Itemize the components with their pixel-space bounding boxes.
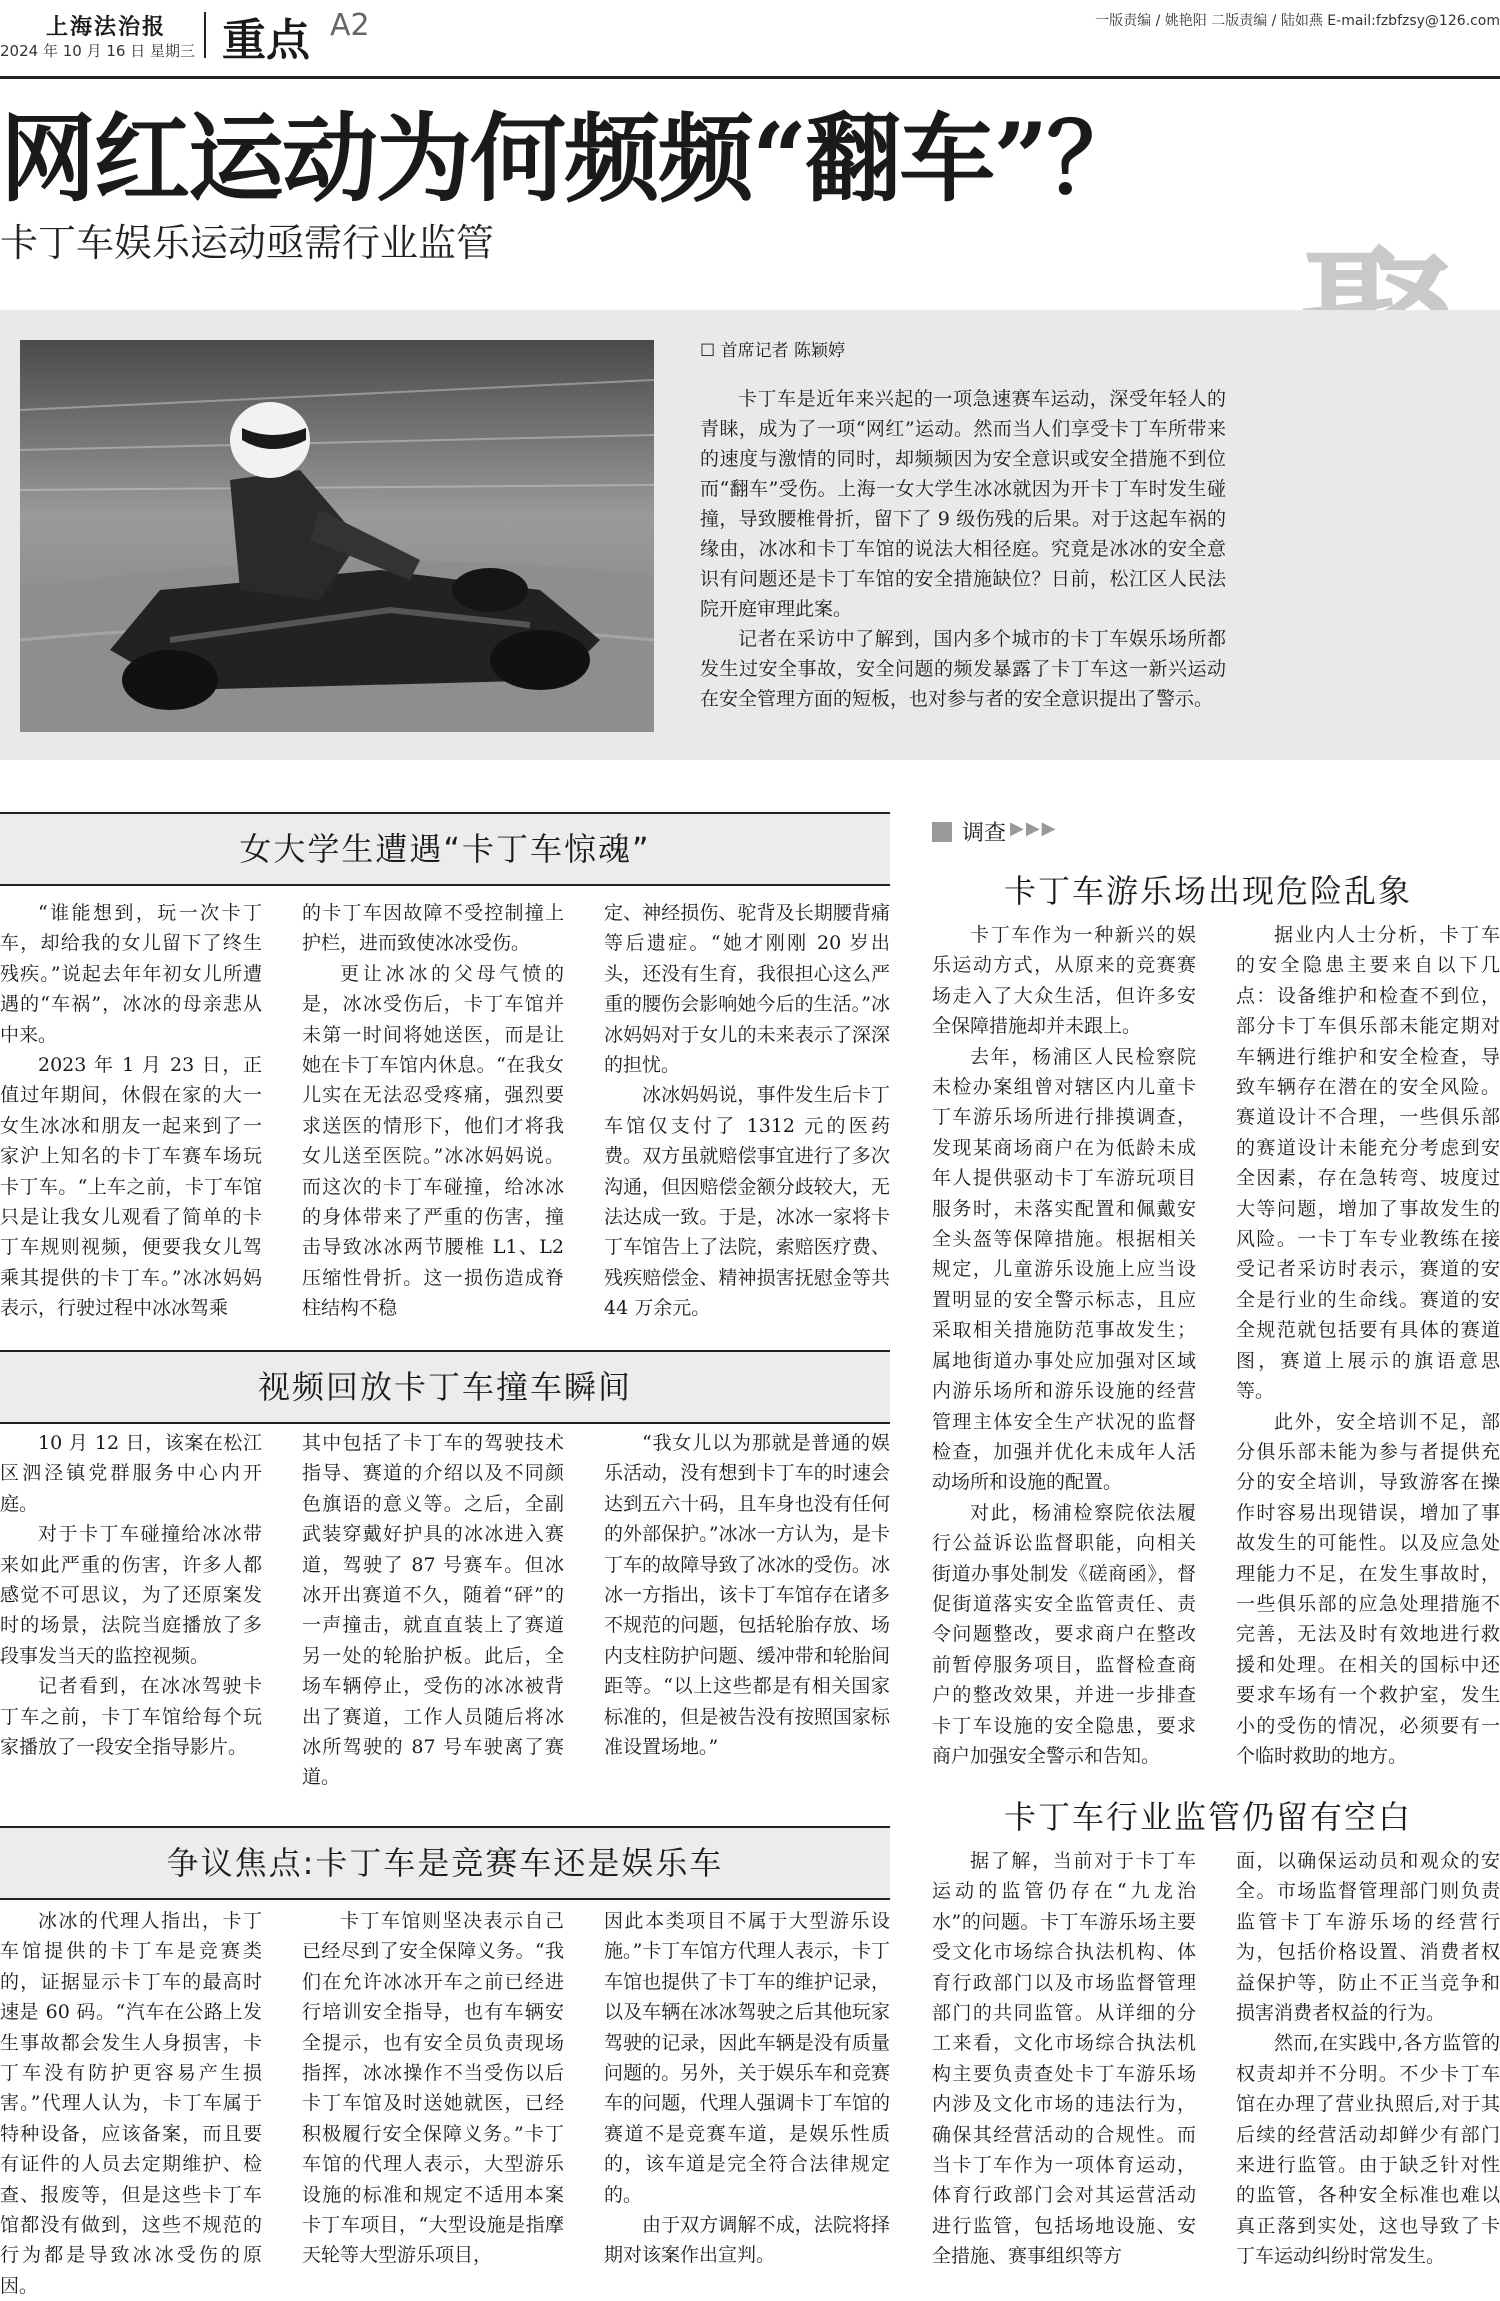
- regulation-title: 卡丁车行业监管仍留有空白: [1004, 1798, 1413, 1836]
- paragraph: 由于双方调解不成，法院将择期对该案作出宣判。: [604, 2214, 890, 2267]
- paragraph: 据了解，当前对于卡丁车运动的监管仍存在“九龙治水”的问题。卡丁车游乐场主要受文化市场综合执法机构、体育行政部门以及市场监督管理部门的共同监管。从详细的分工来看，文化市场综合执法机构主要负责查处卡丁车游乐场内涉及文化市场的违法行为，确保其经营活动的合规性。而当卡丁车作为一项体育运动，体育行政部门会对其运营活动进行监管，包括场地设施、安全措施、赛事组织等方: [932, 1850, 1196, 2268]
- sub-headline: 卡丁车娱乐运动亟需行业监管: [0, 221, 495, 265]
- section-rule: [0, 884, 890, 886]
- paragraph: 冰冰的代理人指出，卡丁车馆提供的卡丁车是竞赛类的，证据显示卡丁车的最高时速是 60 码。“汽车在公路上发生事故都会发生人身损害，卡丁车没有防护更容易产生损害。”代理人认为，卡丁车属于特种设备，应该备案，而且要有证件的人员去定期维护、检查、报废等，但是这些卡丁车馆都没有做到，这些不规范的行为都是导致冰冰受伤的原因。: [0, 1910, 262, 2297]
- section3-column-2: [302, 1906, 564, 2267]
- newspaper-logo: 上海法治报: [46, 14, 167, 40]
- paragraph: “我女儿以为那就是普通的娱乐活动，没有想到卡丁车的时速会达到五六十码，且车身也没有任何的外部保护。”冰冰一方认为，是卡丁车的故障导致了冰冰的受伤。冰冰一方指出，该卡丁车馆存在诸多不规范的问题，包括轮胎存放、场内支柱防护问题、缓冲带和轮胎间距等。“以上这些都是有相关国家标准的，但是被告没有按照国家标准设置场地。”: [604, 1432, 890, 1759]
- paragraph: 此外，安全培训不足，部分俱乐部未能为参与者提供充分的安全培训，导致游客在操作时容易出现错误，增加了事故发生的可能性。以及应急处理能力不足，在发生事故时，一些俱乐部的应急处理措施不完善，无法及时有效地进行救援和处理。在相关的国标中还要求车场有一个救护室，发生小的受伤的情况，必须要有一个临时救助的地方。: [1236, 1410, 1500, 1767]
- section1-column-2: [302, 898, 564, 1320]
- section-title-2: 视频回放卡丁车撞车瞬间: [0, 1352, 890, 1422]
- byline-box-icon: ☐: [700, 341, 721, 361]
- byline: [700, 336, 845, 361]
- paragraph: 定、神经损伤、驼背及长期腰背痛等后遗症。“她才刚刚 20 岁出头，还没有生育，我很担心这么严重的腰伤会影响她今后的生活。”冰冰妈妈对于女儿的未来表示了深深的担忧。: [604, 902, 890, 1077]
- kart-photo: [20, 340, 654, 732]
- section-title-1: 女大学生遭遇“卡丁车惊魂”: [0, 814, 890, 884]
- paragraph: “谁能想到，玩一次卡丁车，却给我的女儿留下了终生残疾。”说起去年年初女儿所遭遇的“车祸”，冰冰的母亲悲从中来。: [0, 902, 262, 1046]
- section-title-3: 争议焦点:卡丁车是竞赛车还是娱乐车: [0, 1828, 890, 1898]
- paragraph: 冰冰妈妈说，事件发生后卡丁车馆仅支付了 1312 元的医药费。双方虽就赔偿事宜进行了多次沟通，但因赔偿金额分歧较大，无法达成一致。于是，冰冰一家将卡丁车馆告上了法院，索赔医疗费、残疾赔偿金、精神损害抚慰金等共 44 万余元。: [604, 1084, 890, 1320]
- section3-column-1: [0, 1906, 262, 2297]
- section-name: 重点: [222, 15, 310, 66]
- survey-column-2: [1236, 920, 1500, 1767]
- paragraph: 其中包括了卡丁车的驾驶技术指导、赛道的介绍以及不同颜色旗语的意义等。之后，全副武装穿戴好护具的冰冰进入赛道，驾驶了 87 号赛车。但冰冰开出赛道不久，随着“砰”的一声撞击，就直直装上了赛道另一处的轮胎护板。此后，全场车辆停止，受伤的冰冰被背出了赛道，工作人员随后将冰冰所驾驶的 87 号车驶离了赛道。: [302, 1432, 564, 1789]
- tag-square-icon: [932, 822, 952, 842]
- main-headline: 网红运动为何频频“翻车”？: [0, 102, 1141, 215]
- regulation-column-2: [1236, 1846, 1500, 2268]
- go-kart-racer-image: [20, 340, 654, 732]
- survey-column-1: [932, 920, 1196, 1767]
- section3-column-3: [604, 1906, 890, 2267]
- paragraph: 2023 年 1 月 23 日，正值过年期间，休假在家的大一女生冰冰和朋友一起来到了一家沪上知名的卡丁车赛车场玩卡丁车。“上车之前，卡丁车馆只是让我女儿观看了简单的卡丁车规则视频，便要我女儿驾乘其提供的卡丁车。”冰冰妈妈表示，行驶过程中冰冰驾乘: [0, 1054, 262, 1320]
- section1-column-3: [604, 898, 890, 1320]
- lead-text: [700, 384, 1226, 714]
- paragraph: 更让冰冰的父母气愤的是，冰冰受伤后，卡丁车馆并未第一时间将她送医，而是让她在卡丁车馆内休息。“在我女儿实在无法忍受疼痛，强烈要求送医的情形下，他们才将我女儿送至医院。”冰冰妈妈说。而这次的卡丁车碰撞，给冰冰的身体带来了严重的伤害，撞击导致冰冰两节腰椎 L1、L2 压缩性骨折。这一损伤造成脊柱结构不稳: [302, 962, 564, 1320]
- section-rule: [0, 1898, 890, 1900]
- survey-tag: 调查: [962, 821, 1007, 846]
- paragraph: 对此，杨浦检察院依法履行公益诉讼监督职能，向相关街道办事处制发《磋商函》，督促街道落实安全监管责任、责令问题整改，要求商户在整改前暂停服务项目，监督检查商户的整改效果，并进一步排查卡丁车设施的安全隐患，要求商户加强安全警示和告知。: [932, 1501, 1196, 1767]
- paragraph: 据业内人士分析，卡丁车的安全隐患主要来自以下几点：设备维护和检查不到位，部分卡丁车俱乐部未能定期对车辆进行维护和安全检查，导致车辆存在潜在的安全风险。赛道设计不合理，一些俱乐部的赛道设计未能充分考虑到安全因素，存在急转弯、坡度过大等问题，增加了事故发生的风险。一卡丁车专业教练在接受记者采访时表示，赛道的安全是行业的生命线。赛道的安全规范就包括要有具体的赛道图，赛道上展示的旗语意思等。: [1236, 924, 1500, 1403]
- lead-paragraph: 记者在采访中了解到，国内多个城市的卡丁车娱乐场所都发生过安全事故，安全问题的频发暴露了卡丁车这一新兴运动在安全管理方面的短板，也对参与者的安全意识提出了警示。: [700, 628, 1226, 710]
- byline-text: 首席记者 陈颖婷: [720, 341, 846, 361]
- paragraph: 然而,在实践中,各方监管的权责却并不分明。不少卡丁车馆在办理了营业执照后,对于其后续的经营活动却鲜少有部门来进行监管。由于缺乏针对性的监管，各种安全标准也难以真正落到实处，这也导致了卡丁车运动纠纷时常发生。: [1236, 2032, 1500, 2268]
- header-divider: [204, 12, 206, 58]
- section2-column-1: [0, 1428, 262, 1783]
- section2-column-2: [302, 1428, 564, 1789]
- section2-column-3: [604, 1428, 890, 1783]
- paragraph: 去年，杨浦区人民检察院未检办案组曾对辖区内儿童卡丁车游乐场所进行排摸调查，发现某商场商户在为低龄未成年人提供驱动卡丁车游玩项目服务时，未落实配置和佩戴安全头盔等保障措施。根据相关规定，儿童游乐设施上应当设置明显的安全警示标志，且应采取相关措施防范事故发生；属地街道办事处应加强对区域内游乐场所和游乐设施的经营管理主体安全生产状况的监督检查，加强并优化未成年人活动场所和设施的配置。: [932, 1045, 1196, 1494]
- lead-paragraph: 卡丁车是近年来兴起的一项急速赛车运动，深受年轻人的青睐，成为了一项“网红”运动。然而当人们享受卡丁车所带来的速度与激情的同时，却频频因为安全意识或安全措施不到位而“翻车”受伤。上海一女大学生冰冰就因为开卡丁车时发生碰撞，导致腰椎骨折，留下了 9 级伤残的后果。对于这起车祸的缘由，冰冰和卡丁车馆的说法大相径庭。究竟是冰冰的安全意识有问题还是卡丁车馆的安全措施缺位？日前，松江区人民法院开庭审理此案。: [700, 388, 1226, 620]
- editor-credits: 一版责编 / 姚艳阳 二版责编 / 陆如燕 E-mail:fzbfzsy@126.com: [1095, 13, 1500, 29]
- page-number: A2: [330, 8, 370, 43]
- issue-date: 2024 年 10 月 16 日 星期三: [0, 42, 195, 60]
- paragraph: 面，以确保运动员和观众的安全。市场监督管理部门则负责监管卡丁车游乐场的经营行为，包括价格设置、消费者权益保护等，防止不正当竞争和损害消费者权益的行为。: [1236, 1850, 1500, 2025]
- paragraph: 记者看到，在冰冰驾驶卡丁车之前，卡丁车馆给每个玩家播放了一段安全指导影片。: [0, 1675, 262, 1759]
- paragraph: 卡丁车馆则坚决表示自己已经尽到了安全保障义务。“我们在允许冰冰开车之前已经进行培训安全指导，也有车辆安全提示，也有安全员负责现场指挥，冰冰操作不当受伤以后卡丁车馆及时送她就医，已经积极履行安全保障义务。”卡丁车馆的代理人表示，大型游乐设施的标准和规定不适用本案卡丁车项目，“大型设施是指摩天轮等大型游乐项目，: [302, 1910, 564, 2267]
- survey-title: 卡丁车游乐场出现危险乱象: [1004, 872, 1413, 910]
- tag-arrows-icon: ▶▶▶: [1010, 818, 1058, 839]
- header-rule: [0, 76, 1500, 79]
- section-rule: [0, 1422, 890, 1424]
- paragraph: 10 月 12 日，该案在松江区泗泾镇党群服务中心内开庭。: [0, 1432, 262, 1515]
- regulation-column-1: [932, 1846, 1196, 2268]
- paragraph: 因此本类项目不属于大型游乐设施。”卡丁车馆方代理人表示，卡丁车馆也提供了卡丁车的维护记录，以及车辆在冰冰驾驶之后其他玩家驾驶的记录，因此车辆是没有质量问题的。另外，关于娱乐车和竞赛车的问题，代理人强调卡丁车馆的赛道不是竞赛车道，是娱乐性质的，该车道是完全符合法律规定的。: [604, 1910, 890, 2206]
- section1-column-1: [0, 898, 262, 1320]
- paragraph: 的卡丁车因故障不受控制撞上护栏，进而致使冰冰受伤。: [302, 902, 564, 955]
- paragraph: 卡丁车作为一种新兴的娱乐运动方式，从原来的竞赛赛场走入了大众生活，但许多安全保障措施却并未跟上。: [932, 924, 1196, 1038]
- paragraph: 对于卡丁车碰撞给冰冰带来如此严重的伤害，许多人都感觉不可思议，为了还原案发时的场景，法院当庭播放了多段事发当天的监控视频。: [0, 1523, 262, 1667]
